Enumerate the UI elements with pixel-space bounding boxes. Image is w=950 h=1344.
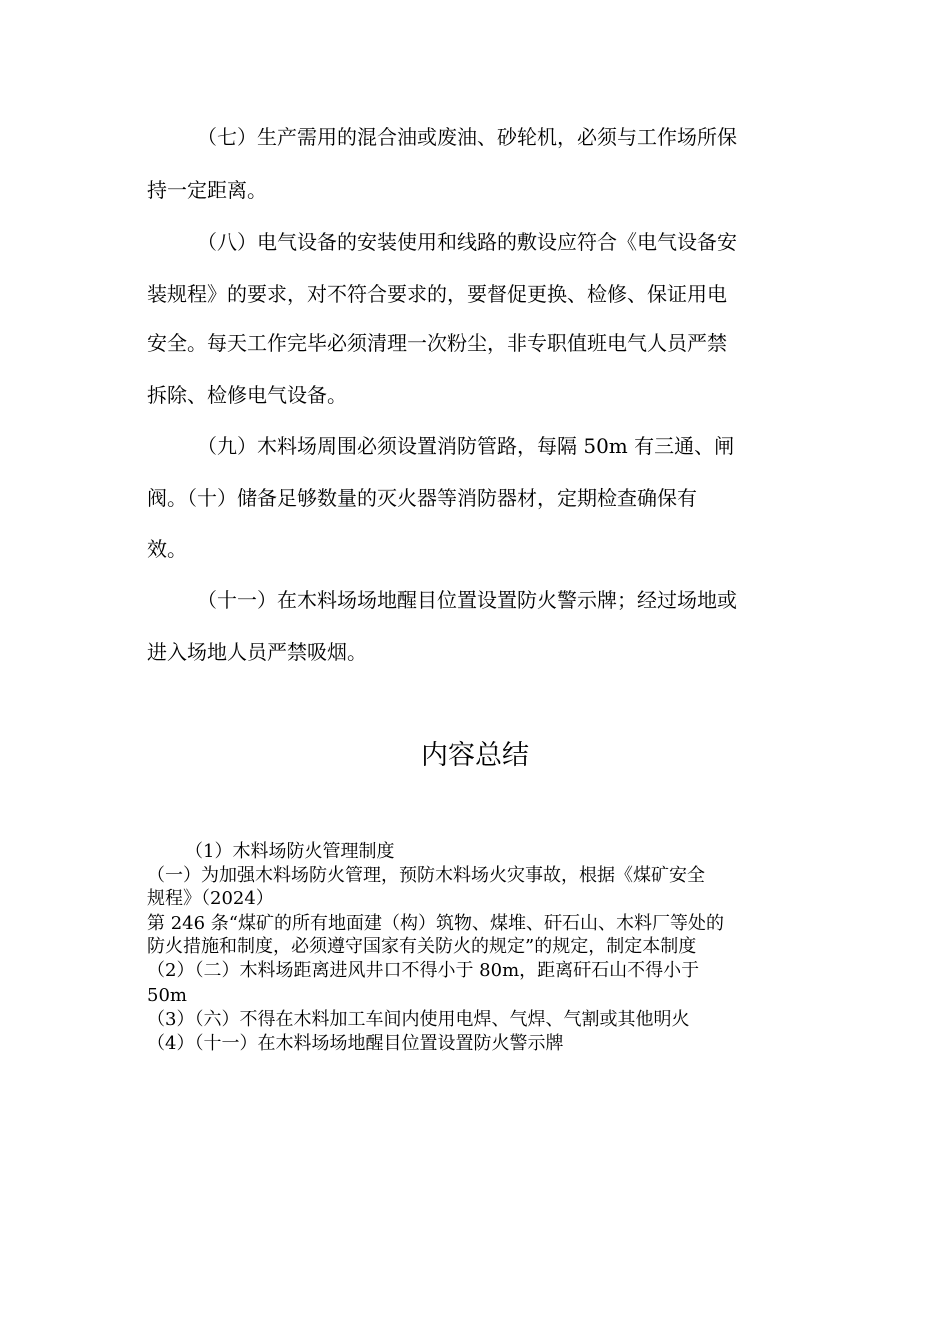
body-line: （七）生产需用的混合油或废油、砂轮机，必须与工作场所保 xyxy=(197,125,737,149)
body-line: 拆除、检修电气设备。 xyxy=(147,383,347,407)
body-line: 阀。（十）储备足够数量的灭火器等消防器材，定期检查确保有 xyxy=(147,486,697,510)
body-line: 安全。每天工作完毕必须清理一次粉尘，非专职值班电气人员严禁 xyxy=(147,331,727,355)
body-line: （九）木料场周围必须设置消防管路，每隔 50m 有三通、闸 xyxy=(197,434,735,458)
body-line: （十一）在木料场场地醒目位置设置防火警示牌；经过场地或 xyxy=(197,588,737,612)
summary-line: 50m xyxy=(147,985,187,1006)
summary-line: （2）（二）木料场距离进风井口不得小于 80m，距离矸石山不得小于 xyxy=(147,960,700,981)
body-line: 进入场地人员严禁吸烟。 xyxy=(147,640,367,664)
body-line: 持一定距离。 xyxy=(147,178,267,202)
summary-line: （一）为加强木料场防火管理，预防木料场火灾事故，根据《煤矿安全 xyxy=(147,865,705,886)
summary-title: 内容总结 xyxy=(421,740,529,771)
body-line: 装规程》的要求，对不符合要求的，要督促更换、检修、保证用电 xyxy=(147,282,727,306)
summary-line: 防火措施和制度，必须遵守国家有关防火的规定”的规定，制定本制度 xyxy=(147,936,697,957)
summary-line: （1）木料场防火管理制度 xyxy=(185,841,395,862)
summary-line: 第 246 条“煤矿的所有地面建（构）筑物、煤堆、矸石山、木料厂等处的 xyxy=(147,913,724,934)
summary-line: （3）（六）不得在木料加工车间内使用电焊、气焊、气割或其他明火 xyxy=(147,1009,690,1030)
summary-line: （4）（十一）在木料场场地醒目位置设置防火警示牌 xyxy=(147,1033,564,1054)
body-line: （八）电气设备的安装使用和线路的敷设应符合《电气设备安 xyxy=(197,230,737,254)
body-line: 效。 xyxy=(147,537,187,561)
summary-line: 规程》（2024） xyxy=(147,888,274,909)
